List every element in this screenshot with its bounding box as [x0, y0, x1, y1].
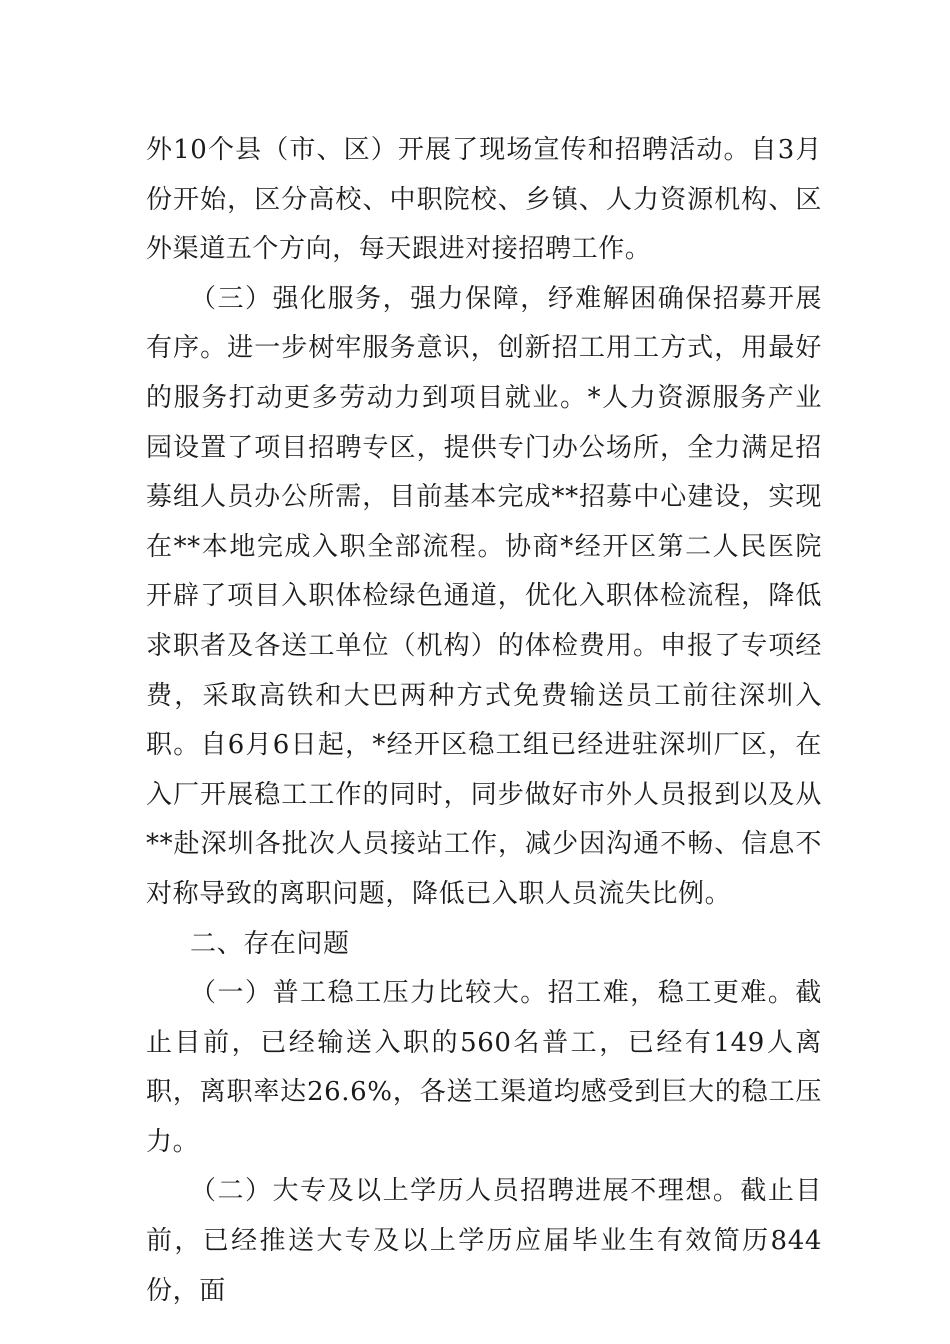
paragraph-college-recruitment: （二）大专及以上学历人员招聘进展不理想。截止目前，已经推送大专及以上学历应届毕业生有效简历844份，面	[146, 1176, 822, 1306]
paragraph-retention-pressure: （一）普工稳工压力比较大。招工难，稳工更难。截止目前，已经输送入职的560名普工，已经有149人离职，离职率达26.6%，各送工渠道均感受到巨大的稳工压力。	[146, 978, 822, 1157]
paragraph-service-guarantee: （三）强化服务，强力保障，纾难解困确保招募开展有序。进一步树牢服务意识，创新招工用工方式，用最好的服务打动更多劳动力到项目就业。*人力资源服务产业园设置了项目招聘专区，提供专门办公场所，全力满足招募组人员办公所需，目前基本完成**招募中心建设，实现在**本地完成入职全部流程。协商*经开区第二人民医院开辟了项目入职体检绿色通道，优化入职体检流程，降低求职者及各送工单位（机构）的体检费用。申报了专项经费，采取高铁和大巴两种方式免费输送员工前往深圳入职。自6月6日起，*经开区稳工组已经进驻深圳厂区，在入厂开展稳工工作的同时，同步做好市外人员报到以及从**赴深圳各批次人员接站工作，减少因沟通不畅、信息不对称导致的离职问题，降低已入职人员流失比例。	[146, 283, 822, 909]
paragraph-continuation: 外10个县（市、区）开展了现场宣传和招聘活动。自3月份开始，区分高校、中职院校、乡镇、人力资源机构、区外渠道五个方向，每天跟进对接招聘工作。	[146, 135, 822, 265]
document-body	[146, 126, 822, 1316]
section-heading-problems: 二、存在问题	[190, 928, 350, 959]
